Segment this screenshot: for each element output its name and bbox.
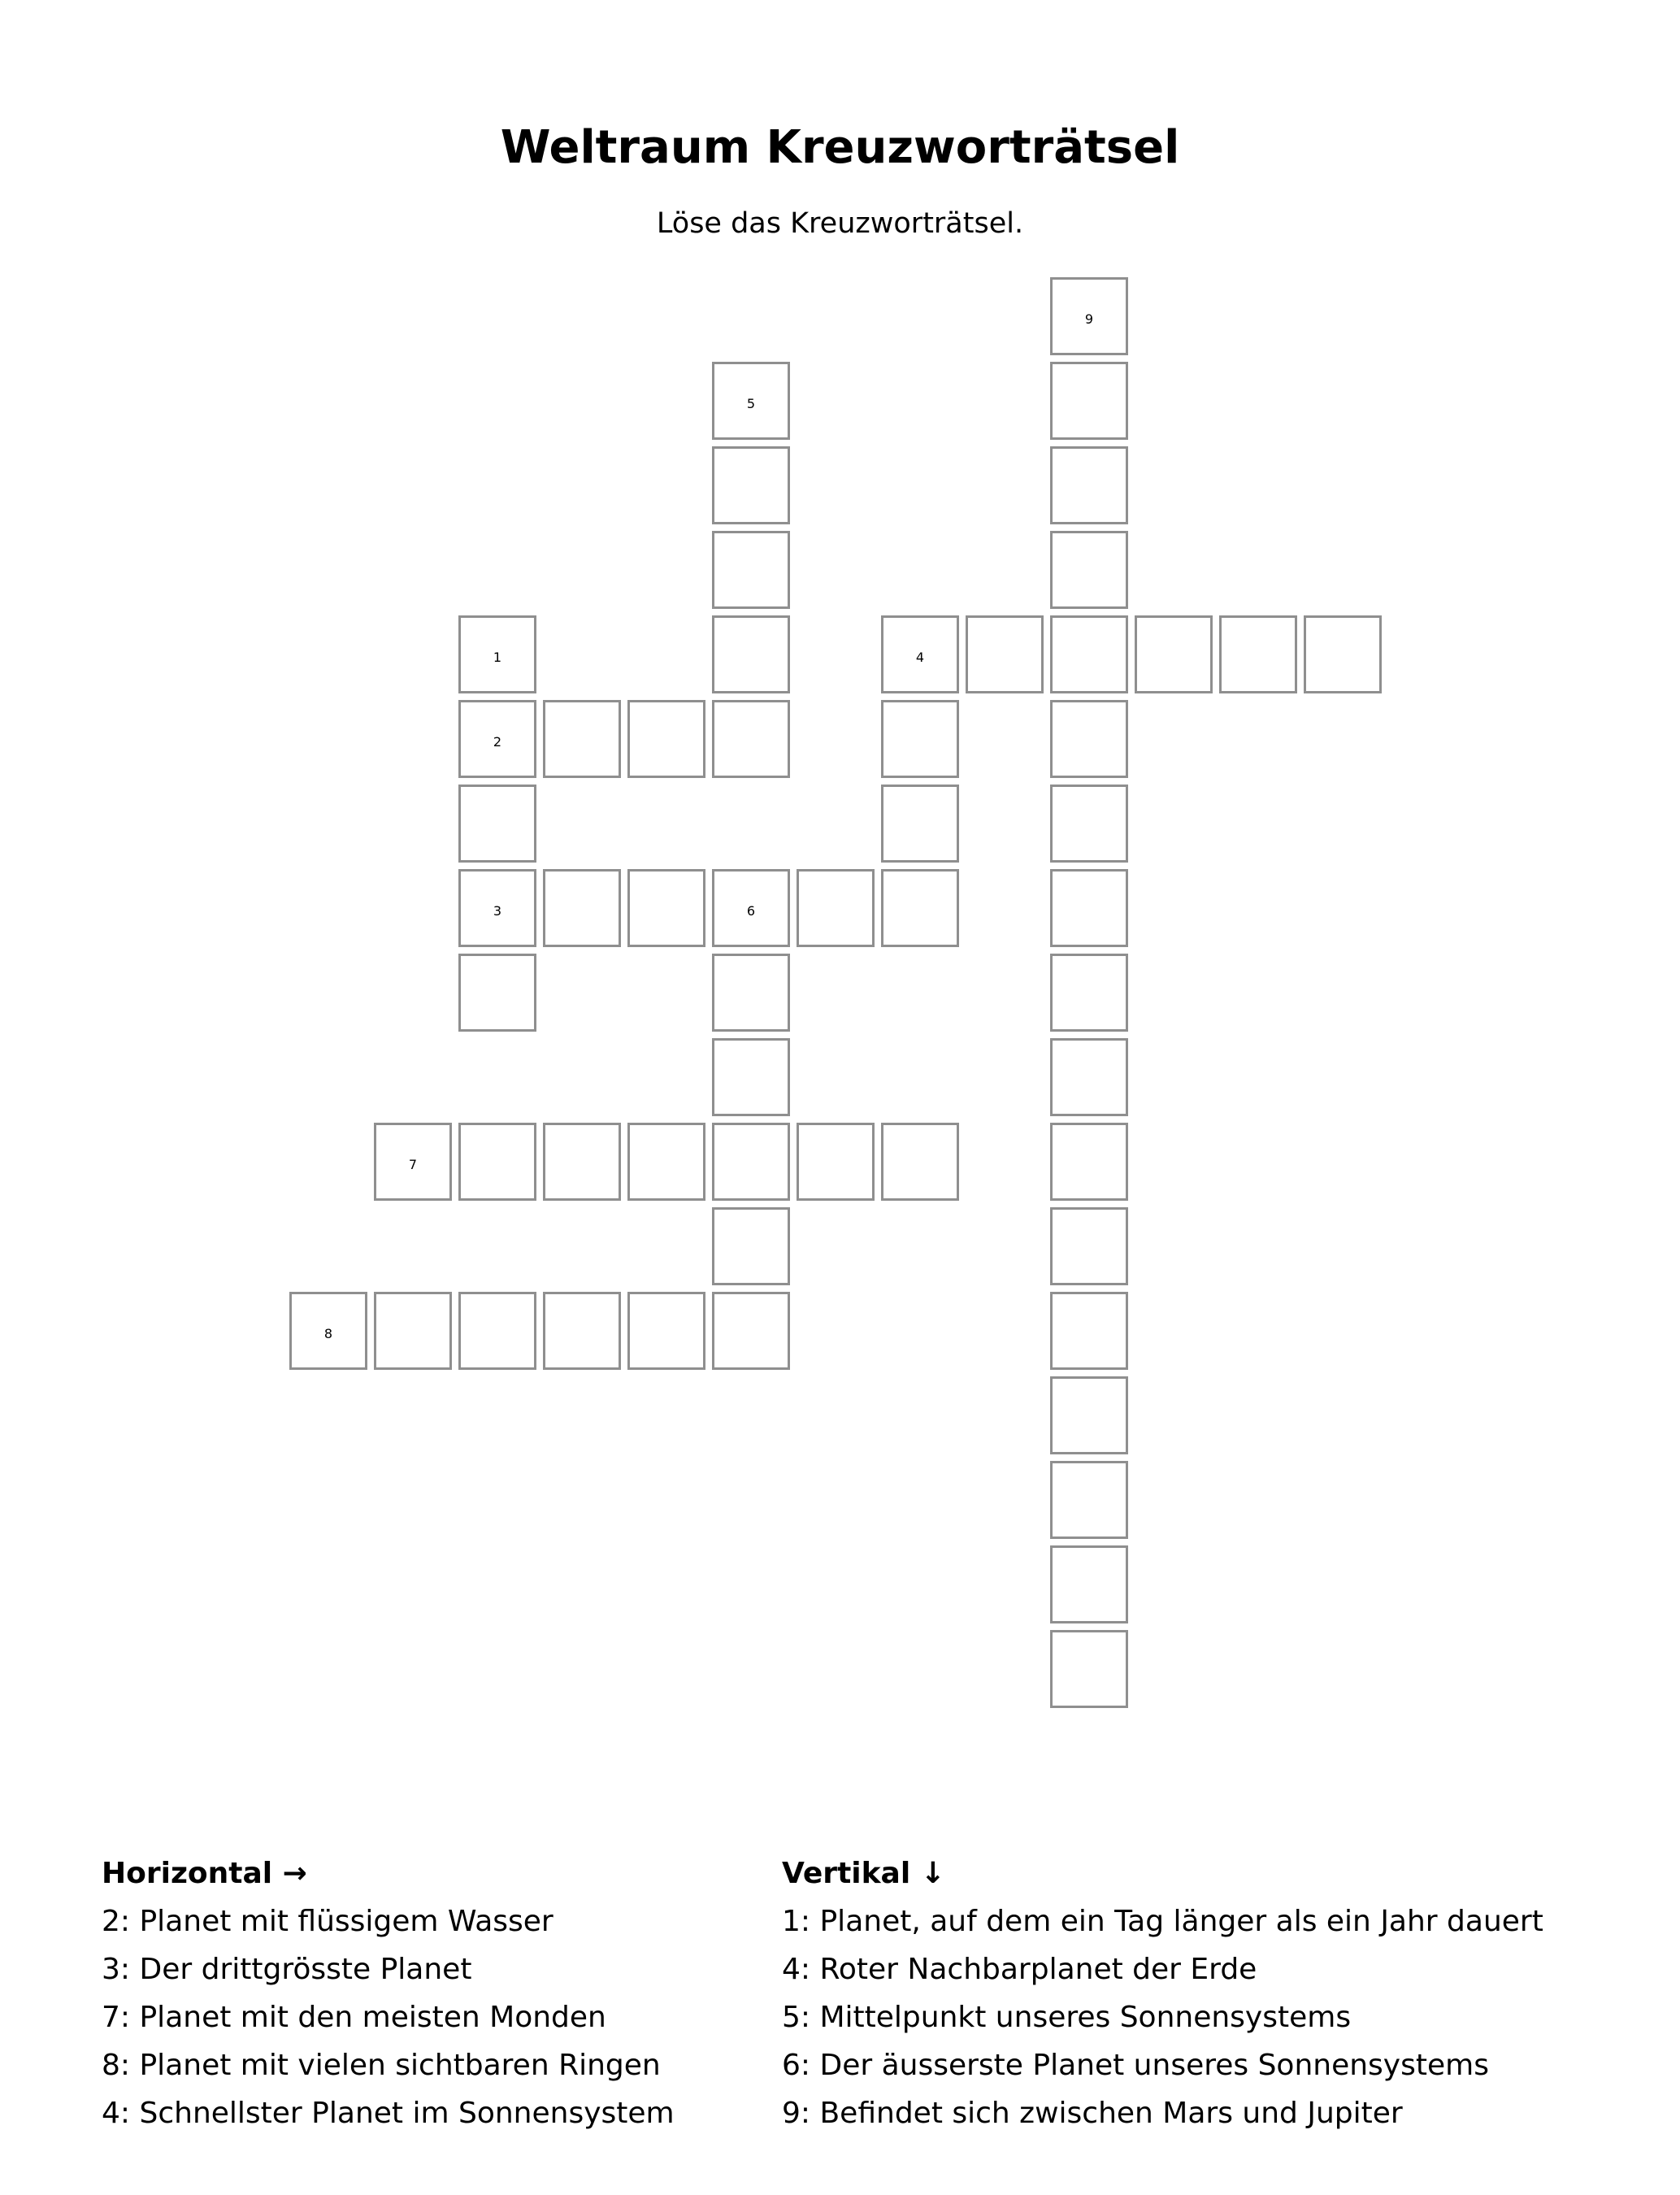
clue-across-item: 8: Planet mit vielen sichtbaren Ringen bbox=[102, 2049, 661, 2082]
crossword-cell[interactable] bbox=[458, 1292, 536, 1370]
clues-down-heading: Vertikal ↓ bbox=[782, 1857, 945, 1890]
crossword-cell[interactable] bbox=[627, 1123, 705, 1201]
crossword-cell[interactable] bbox=[627, 1292, 705, 1370]
crossword-cell[interactable] bbox=[712, 1038, 790, 1116]
crossword-cell[interactable] bbox=[712, 531, 790, 609]
clue-across-item: 7: Planet mit den meisten Monden bbox=[102, 2001, 606, 2034]
crossword-cell[interactable] bbox=[1050, 1207, 1128, 1285]
crossword-cell[interactable] bbox=[543, 1123, 621, 1201]
clue-down-item: 5: Mittelpunkt unseres Sonnensystems bbox=[782, 2001, 1352, 2034]
crossword-cell[interactable] bbox=[1050, 700, 1128, 778]
crossword-cell[interactable] bbox=[712, 1123, 790, 1201]
crossword-cell[interactable] bbox=[1050, 1038, 1128, 1116]
crossword-cell[interactable] bbox=[712, 869, 790, 947]
clues-down bbox=[782, 1849, 1543, 2137]
crossword-cell[interactable] bbox=[881, 1123, 959, 1201]
crossword-cell[interactable] bbox=[458, 869, 536, 947]
crossword-cell[interactable] bbox=[1219, 615, 1297, 693]
crossword-cell[interactable] bbox=[1050, 1123, 1128, 1201]
crossword-cell[interactable] bbox=[458, 785, 536, 863]
cell-number: 9 bbox=[1084, 311, 1094, 327]
cell-number: 6 bbox=[746, 903, 756, 919]
crossword-cell[interactable] bbox=[712, 954, 790, 1032]
crossword-cell[interactable] bbox=[712, 446, 790, 524]
crossword-cell[interactable] bbox=[881, 700, 959, 778]
puzzle-title: Weltraum Kreuzworträtsel bbox=[500, 121, 1180, 174]
crossword-cell[interactable] bbox=[1050, 277, 1128, 355]
crossword-cell[interactable] bbox=[1050, 785, 1128, 863]
clue-down-item: 4: Roter Nachbarplanet der Erde bbox=[782, 1953, 1257, 1986]
crossword-cell[interactable] bbox=[966, 615, 1044, 693]
crossword-cell[interactable] bbox=[458, 615, 536, 693]
crossword-cell[interactable] bbox=[543, 869, 621, 947]
crossword-cell[interactable] bbox=[1050, 446, 1128, 524]
crossword-cell[interactable] bbox=[1050, 954, 1128, 1032]
clue-down-item: 9: Befindet sich zwischen Mars und Jupiter bbox=[782, 2097, 1403, 2130]
crossword-cell[interactable] bbox=[1135, 615, 1213, 693]
cell-number: 3 bbox=[493, 903, 502, 919]
crossword-cell[interactable] bbox=[627, 700, 705, 778]
cell-number: 2 bbox=[493, 734, 502, 750]
crossword-cell[interactable] bbox=[374, 1123, 452, 1201]
cell-number: 5 bbox=[746, 396, 756, 411]
crossword-cell[interactable] bbox=[543, 700, 621, 778]
clue-down-item: 1: Planet, auf dem ein Tag länger als ein Jahr dauert bbox=[782, 1905, 1543, 1938]
cell-number: 7 bbox=[408, 1157, 418, 1172]
crossword-cell[interactable] bbox=[1050, 1630, 1128, 1708]
crossword-cell[interactable] bbox=[289, 1292, 367, 1370]
crossword-cell[interactable] bbox=[712, 362, 790, 440]
crossword-cell[interactable] bbox=[712, 1207, 790, 1285]
clue-down-item: 6: Der äusserste Planet unseres Sonnensystems bbox=[782, 2049, 1489, 2082]
crossword-cell[interactable] bbox=[1050, 1545, 1128, 1623]
crossword-cell[interactable] bbox=[1050, 1461, 1128, 1539]
cell-number: 1 bbox=[493, 650, 502, 665]
crossword-cell[interactable] bbox=[1050, 869, 1128, 947]
crossword-cell[interactable] bbox=[1304, 615, 1382, 693]
clues-across bbox=[102, 1849, 675, 2137]
clue-across-item: 2: Planet mit flüssigem Wasser bbox=[102, 1905, 553, 1938]
crossword-cell[interactable] bbox=[627, 869, 705, 947]
crossword-cell[interactable] bbox=[797, 869, 875, 947]
crossword-cell[interactable] bbox=[1050, 1376, 1128, 1454]
crossword-cell[interactable] bbox=[1050, 362, 1128, 440]
clues-across-heading: Horizontal → bbox=[102, 1857, 307, 1890]
crossword-cell[interactable] bbox=[712, 700, 790, 778]
crossword-cell[interactable] bbox=[881, 615, 959, 693]
crossword-cell[interactable] bbox=[881, 785, 959, 863]
cell-number: 8 bbox=[323, 1326, 333, 1341]
puzzle-instructions: Löse das Kreuzworträtsel. bbox=[656, 207, 1024, 240]
crossword-cell[interactable] bbox=[374, 1292, 452, 1370]
crossword-cell[interactable] bbox=[1050, 531, 1128, 609]
crossword-cell[interactable] bbox=[458, 1123, 536, 1201]
crossword-cell[interactable] bbox=[712, 615, 790, 693]
crossword-cell[interactable] bbox=[1050, 615, 1128, 693]
clue-across-item: 3: Der drittgrösste Planet bbox=[102, 1953, 472, 1986]
crossword-cell[interactable] bbox=[1050, 1292, 1128, 1370]
clue-across-item: 4: Schnellster Planet im Sonnensystem bbox=[102, 2097, 675, 2130]
cell-number: 4 bbox=[915, 650, 925, 665]
crossword-cell[interactable] bbox=[458, 700, 536, 778]
crossword-cell[interactable] bbox=[458, 954, 536, 1032]
crossword-cell[interactable] bbox=[543, 1292, 621, 1370]
crossword-cell[interactable] bbox=[881, 869, 959, 947]
crossword-cell[interactable] bbox=[797, 1123, 875, 1201]
crossword-cell[interactable] bbox=[712, 1292, 790, 1370]
